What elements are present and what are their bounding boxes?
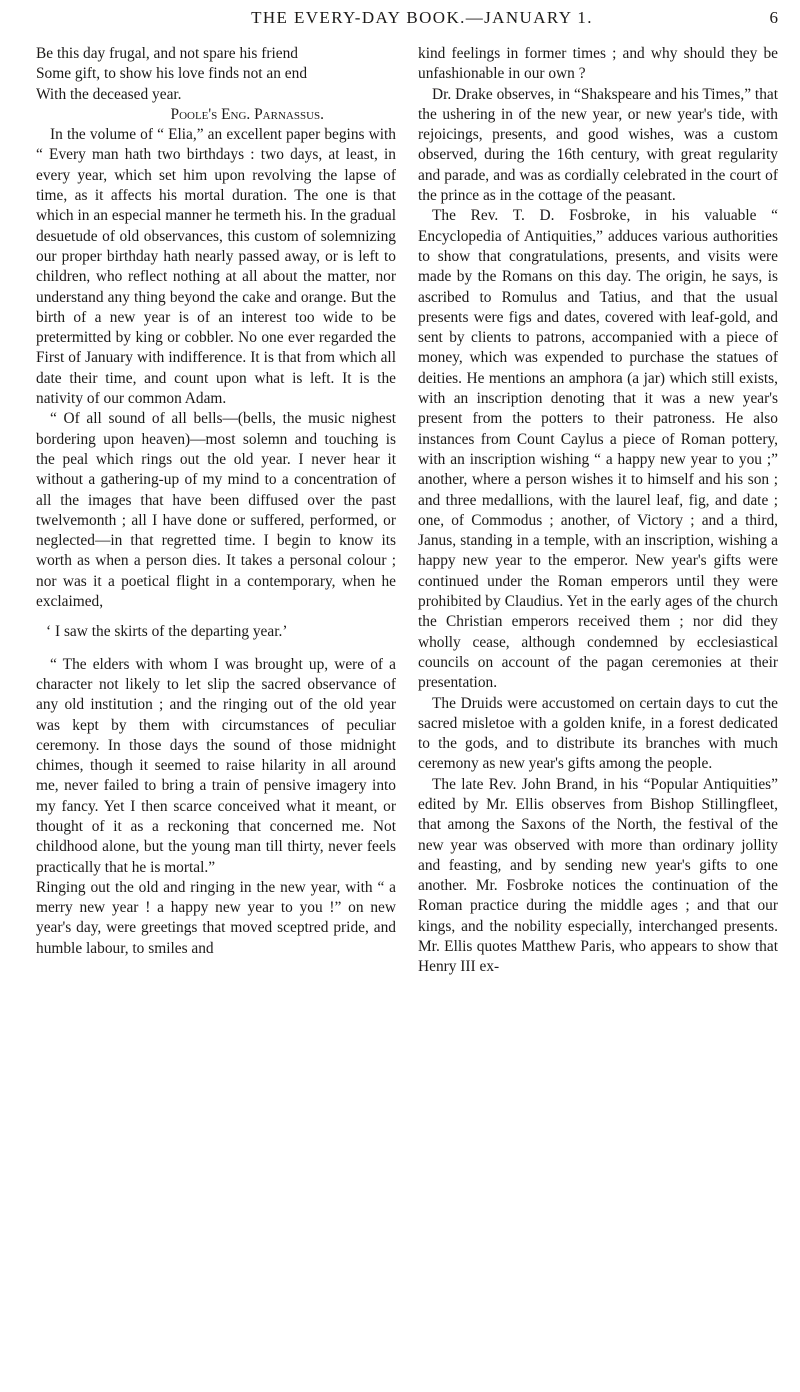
verse-line: With the deceased year. [36,85,182,103]
paragraph: kind feelings in former times ; and why should they be unfashionable in our own ? [418,45,778,83]
text-columns [36,44,778,978]
right-column [418,44,778,978]
paragraph: The late Rev. John Brand, in his “Popular Antiquities” edited by Mr. Ellis observes from Bishop Stillingfleet, that among the Saxons of the North, the festival of the new year was observed with more than ordinary jollity and feasting, and by sending new year's gifts to one another. Mr. Fosbroke notices the continuation of the Roman practice during the middle ages ; and that our kings, and the nobility especially, interchanged presents. Mr. Ellis quotes Matthew Paris, who appears to show that Henry III ex- [418,775,778,976]
epigraph-attribution: Poole's Eng. Parnassus. [170,105,324,123]
paragraph: Dr. Drake observes, in “Shakspeare and his Times,” that the ushering in of the new year, or new year's tide, with rejoicings, presents, and good wishes, was a custom observed, during the 16th century, with great regularity and parade, and was as cordially celebrated in the court of the prince as in the cottage of the peasant. [418,85,778,205]
verse-line: Some gift, to show his love finds not an end [36,65,308,83]
page-number: 6 [769,8,778,27]
left-column [36,44,396,978]
page-header [36,8,778,44]
quoted-verse-line: ‘ I saw the skirts of the departing year.’ [46,623,288,641]
paragraph: The Druids were accustomed on certain days to cut the sacred misletoe with a golden knife, in a forest dedicated to the gods, and to distribute its branches with much ceremony as new year's gifts among the people. [418,694,778,773]
paragraph: “ Of all sound of all bells—(bells, the music nighest bordering upon heaven)—most solemn and touching is the peal which rings out the old year. I never hear it without a gathering-up of my mind to a concentration of all the images that have been diffused over the past twelvemonth ; all I have done or suffered, performed, or neglected—in that regretted time. I begin to know its worth as when a person dies. It takes a personal colour ; nor was it a poetical flight in a contemporary, when he exclaimed, [36,410,396,611]
paragraph: Ringing out the old and ringing in the new year, with “ a merry new year ! a happy new year to you !” on new year's day, were greetings that moved sceptred pride, and humble labour, to smiles and [36,878,396,957]
epigraph-verse [36,44,396,105]
paragraph: In the volume of “ Elia,” an excellent paper begins with “ Every man hath two birthdays : two days, at least, in every year, which set him upon revolving the lapse of time, as it affects his mortal duration. The one is that which in an especial manner he termeth his. In the gradual desuetude of old observances, this custom of solemnizing our proper birthday hath nearly passed away, or is left to children, who reflect nothing at all about the matter, nor understand any thing beyond the cake and orange. But the birth of a new year is of an interest too wide to be pretermitted by king or cobbler. No one ever regarded the First of January with indifference. It is that from which all date their time, and count upon what is left. It is the nativity of our common Adam. [36,126,396,408]
running-title: THE EVERY-DAY BOOK.—JANUARY 1. [251,8,593,27]
paragraph: The Rev. T. D. Fosbroke, in his valuable “ Encyclopedia of Antiquities,” adduces various authorities to show that congratulations, presents, and visits were made by the Romans on this day. The origin, he says, is ascribed to Romulus and Tatius, and that the usual presents were figs and dates, covered with leaf-gold, and sent by clients to patrons, accompanied with a piece of money, which was expended to purchase the statues of deities. He mentions an amphora (a jar) which still exists, with an inscription denoting that it was a new year's present from the potters to their patroness. He also instances from Count Caylus a piece of Roman pottery, with an inscription wishing “ a happy new year to you ;” another, where a person wishes it to himself and his son ; and three medallions, with the laurel leaf, fig, and date ; one, of Commodus ; another, of Victory ; and a third, Janus, standing in a temple, with an inscription, wishing a happy new year to the emperor. New year's gifts were continued under the Roman emperors until they were prohibited by Claudius. Yet in the early ages of the church the Christian emperors received them ; nor did they wholly cease, although condemned by ecclesiastical councils on account of the pagan ceremonies at their presentation. [418,207,778,692]
paragraph: “ The elders with whom I was brought up, were of a character not likely to let slip the sacred observance of any old institution ; and the ringing out of the old year was kept by them with circumstances of peculiar ceremony. In those days the sound of those midnight chimes, though it seemed to raise hilarity in all around me, never failed to bring a train of pensive imagery into my fancy. Yet I then scarce conceived what it meant, or thought of it as a reckoning that concerned me. Not childhood alone, but the young man till thirty, never feels practically that he is mortal.” [36,655,396,876]
verse-line: Be this day frugal, and not spare his friend [36,45,299,62]
